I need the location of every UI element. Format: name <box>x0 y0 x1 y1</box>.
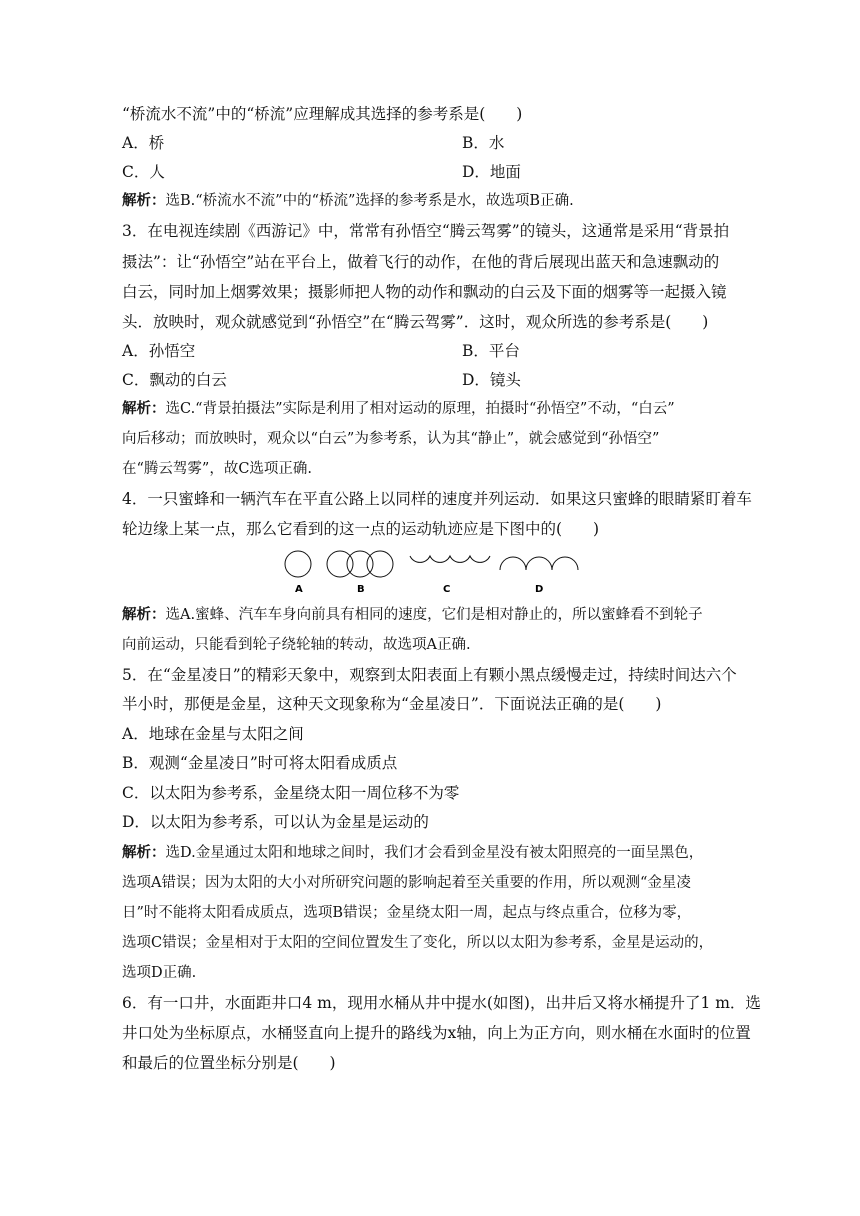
q2-option-a: A．桥 <box>122 134 165 152</box>
q5-stem-line-1: 5．在“金星凌日”的精彩天象中，观察到太阳表面上有颗小黑点缓慢走过，持续时间达六个 <box>122 666 737 684</box>
q2-answer <box>122 191 742 211</box>
q5-answer-line-2: 选项A错误；因为太阳的大小对所研究问题的影响起着至关重要的作用，所以观测“金星凌 <box>122 875 691 891</box>
trajectory-c-cycloid <box>410 556 490 562</box>
q2-option-d: D．地面 <box>462 163 521 181</box>
q3-option-d: D．镜头 <box>462 371 521 389</box>
answer-label: 解析： <box>122 192 166 209</box>
q3-option-a: A．孙悟空 <box>122 342 196 360</box>
q5-option-b: B．观测“金星凌日”时可将太阳看成质点 <box>122 754 398 772</box>
q5-stem-line-2: 半小时，那便是金星，这种天文现象称为“金星凌日”．下面说法正确的是( ) <box>122 695 662 713</box>
answer-text: 选B.“桥流水不流”中的“桥流”选择的参考系是水，故选项B正确. <box>165 193 574 209</box>
q4-answer-line-1 <box>122 605 742 625</box>
q3-answer-line-2: 向后移动；而放映时，观众以“白云”为参考系，认为其“静止”，就会感觉到“孙悟空” <box>122 431 660 447</box>
q3-stem-line-3: 白云，同时加上烟雾效果；摄影师把人物的动作和飘动的白云及下面的烟雾等一起摄入镜 <box>122 283 727 301</box>
q5-option-c: C．以太阳为参考系，金星绕太阳一周位移不为零 <box>122 784 460 802</box>
q6-stem-line-2: 井口处为坐标原点，水桶竖直向上提升的路线为x轴，向上为正方向，则水桶在水面时的位置 <box>122 1024 751 1042</box>
figure-label-a: A <box>295 584 303 595</box>
figure-label-b: B <box>357 584 365 595</box>
answer-label: 解析： <box>122 844 166 861</box>
q6-stem-line-3: 和最后的位置坐标分别是( ) <box>122 1054 336 1072</box>
figure-label-d: D <box>535 584 544 595</box>
trajectory-d-cycloid <box>500 557 578 570</box>
answer-text: 选D.金星通过太阳和地球之间时，我们才会看到金星没有被太阳照亮的一面呈黑色， <box>165 845 704 861</box>
answer-text: 选A.蜜蜂、汽车车身向前具有相同的速度，它们是相对静止的，所以蜜蜂看不到轮子 <box>165 607 703 623</box>
q2-option-c: C．人 <box>122 163 165 181</box>
answer-text: 选C.“背景拍摄法”实际是利用了相对运动的原理，拍摄时“孙悟空”不动，“白云” <box>165 401 675 417</box>
trajectory-a-circle <box>285 551 311 577</box>
q6-stem-line-1: 6．有一口井，水面距井口4 m，现用水桶从井中提水(如图)，出井后又将水桶提升了1 m．选 <box>122 994 761 1012</box>
trajectory-figure <box>280 546 580 596</box>
q5-answer-line-1 <box>122 843 742 863</box>
trajectory-b-circle-1 <box>327 551 353 577</box>
q5-answer-line-5: 选项D正确. <box>122 965 197 981</box>
q3-option-c: C．飘动的白云 <box>122 371 227 389</box>
q5-option-d: D．以太阳为参考系，可以认为金星是运动的 <box>122 813 429 831</box>
q5-answer-line-3: 日”时不能将太阳看成质点，选项B错误；金星绕太阳一周，起点与终点重合，位移为零， <box>122 905 692 921</box>
q4-answer-line-2: 向前运动，只能看到轮子绕轮轴的转动，故选项A正确. <box>122 637 471 653</box>
q4-stem-line-1: 4．一只蜜蜂和一辆汽车在平直公路上以同样的速度并列运动．如果这只蜜蜂的眼睛紧盯着车 <box>122 490 752 508</box>
q3-stem-line-2: 摄法”：让“孙悟空”站在平台上，做着飞行的动作，在他的背后展现出蓝天和急速飘动的 <box>122 253 720 271</box>
q3-answer-line-1 <box>122 399 742 419</box>
q2-option-b: B．水 <box>462 134 505 152</box>
q4-stem-line-2: 轮边缘上某一点，那么它看到的这一点的运动轨迹应是下图中的( ) <box>122 520 600 538</box>
q2-stem: “桥流水不流”中的“桥流”应理解成其选择的参考系是( ) <box>122 105 523 123</box>
answer-label: 解析： <box>122 400 166 417</box>
trajectory-b-circle-3 <box>367 551 393 577</box>
q3-stem-line-4: 头．放映时，观众就感觉到“孙悟空”在“腾云驾雾”．这时，观众所选的参考系是( ) <box>122 313 709 331</box>
answer-label: 解析： <box>122 606 166 623</box>
q3-stem-line-1: 3．在电视连续剧《西游记》中，常常有孙悟空“腾云驾雾”的镜头，这通常是采用“背景拍 <box>122 222 730 240</box>
figure-label-c: C <box>443 584 451 595</box>
q5-answer-line-4: 选项C错误；金星相对于太阳的空间位置发生了变化，所以以太阳为参考系，金星是运动的， <box>122 935 714 951</box>
q3-answer-line-3: 在“腾云驾雾”，故C选项正确. <box>122 461 313 477</box>
q5-option-a: A．地球在金星与太阳之间 <box>122 725 304 743</box>
trajectory-b-circle-2 <box>347 551 373 577</box>
q3-option-b: B．平台 <box>462 342 520 360</box>
